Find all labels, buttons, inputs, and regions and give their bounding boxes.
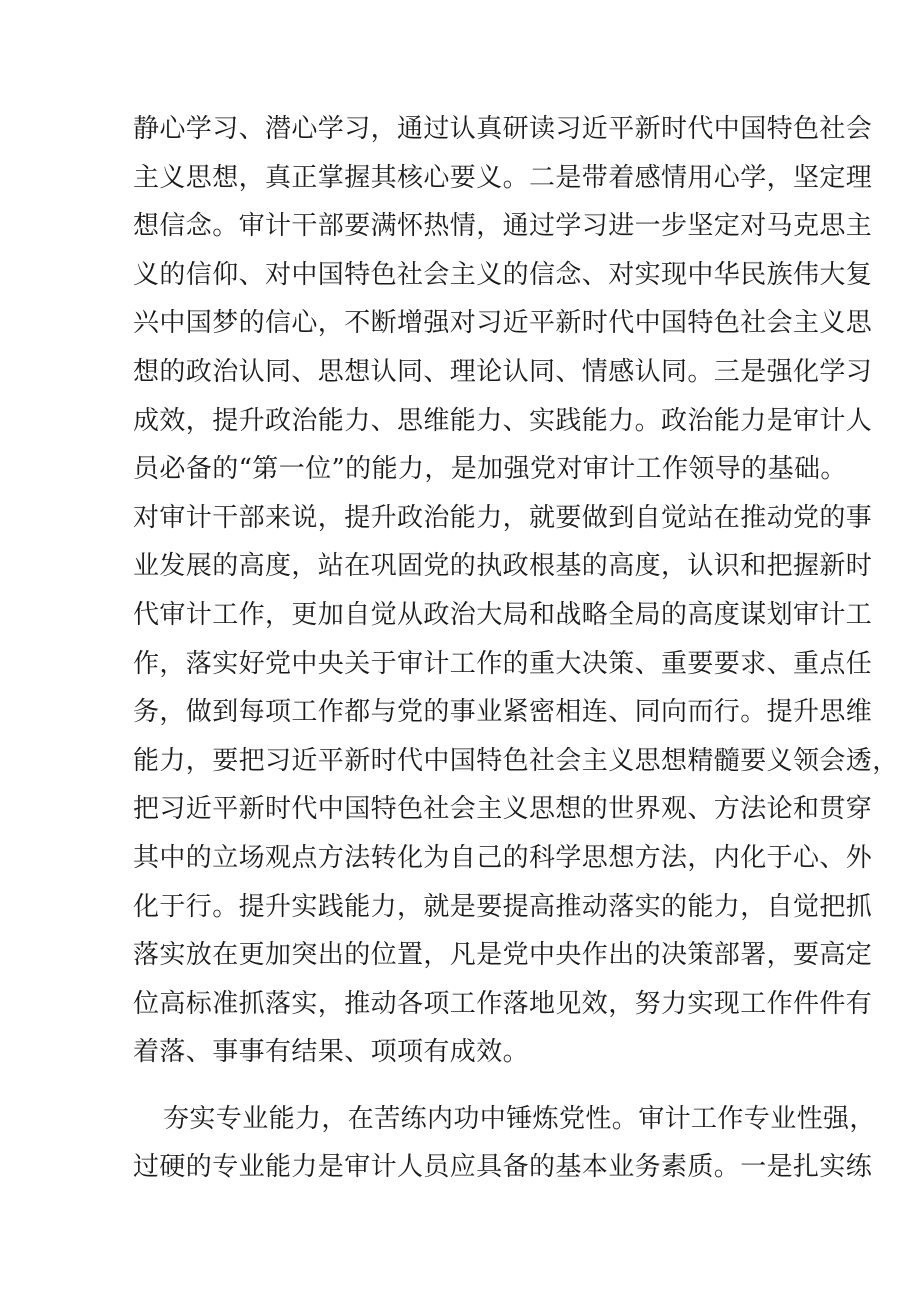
text-line: 化于行。提升实践能力，就是要提高推动落实的能力，自觉把抓 — [133, 891, 873, 922]
text-line: 过硬的专业能力是审计人员应具备的基本业务素质。一是扎实练 — [133, 1152, 873, 1183]
text-line: 把习近平新时代中国特色社会主义思想的世界观、方法论和贯穿 — [133, 794, 873, 825]
text-line: 能力，要把习近平新时代中国特色社会主义思想精髓要义领会透， — [133, 745, 899, 776]
text-line: 夯实专业能力，在苦练内功中锤炼党性。审计工作专业性强， — [163, 1103, 876, 1134]
text-line: 作，落实好党中央关于审计工作的重大决策、重要要求、重点任 — [133, 648, 873, 679]
paragraph — [133, 1095, 876, 1192]
text-line: 落实放在更加突出的位置，凡是党中央作出的决策部署，要高定 — [133, 940, 873, 971]
text-line: 静心学习、潜心学习，通过认真研读习近平新时代中国特色社会 — [133, 114, 873, 144]
paragraph-continued — [133, 105, 899, 1077]
text-line: 主义思想，真正掌握其核心要义。二是带着感情用心学，坚定理 — [133, 162, 873, 193]
text-line: 位高标准抓落实，推动各项工作落地见效，努力实现工作件件有 — [133, 988, 873, 1019]
text-line: 员必备的“第一位”的能力，是加强党对审计工作领导的基础。 — [133, 454, 847, 485]
text-line: 成效，提升政治能力、思维能力、实践能力。政治能力是审计人 — [133, 405, 873, 436]
text-line: 务，做到每项工作都与党的事业紧密相连、同向而行。提升思维 — [133, 697, 873, 728]
text-line: 兴中国梦的信心，不断增强对习近平新时代中国特色社会主义思 — [133, 308, 873, 339]
body-text — [133, 105, 899, 1192]
text-line: 想的政治认同、思想认同、理论认同、情感认同。三是强化学习 — [133, 356, 873, 387]
text-line: 义的信仰、对中国特色社会主义的信念、对实现中华民族伟大复 — [133, 259, 873, 290]
text-line: 想信念。审计干部要满怀热情，通过学习进一步坚定对马克思主 — [133, 211, 873, 242]
text-line: 着落、事事有结果、项项有成效。 — [133, 1037, 530, 1068]
text-line: 其中的立场观点方法转化为自己的科学思想方法，内化于心、外 — [133, 842, 873, 873]
text-line: 代审计工作，更加自觉从政治大局和战略全局的高度谋划审计工 — [133, 599, 873, 630]
text-line: 对审计干部来说，提升政治能力，就要做到自觉站在推动党的事 — [133, 502, 873, 533]
text-line: 业发展的高度，站在巩固党的执政根基的高度，认识和把握新时 — [133, 551, 873, 582]
